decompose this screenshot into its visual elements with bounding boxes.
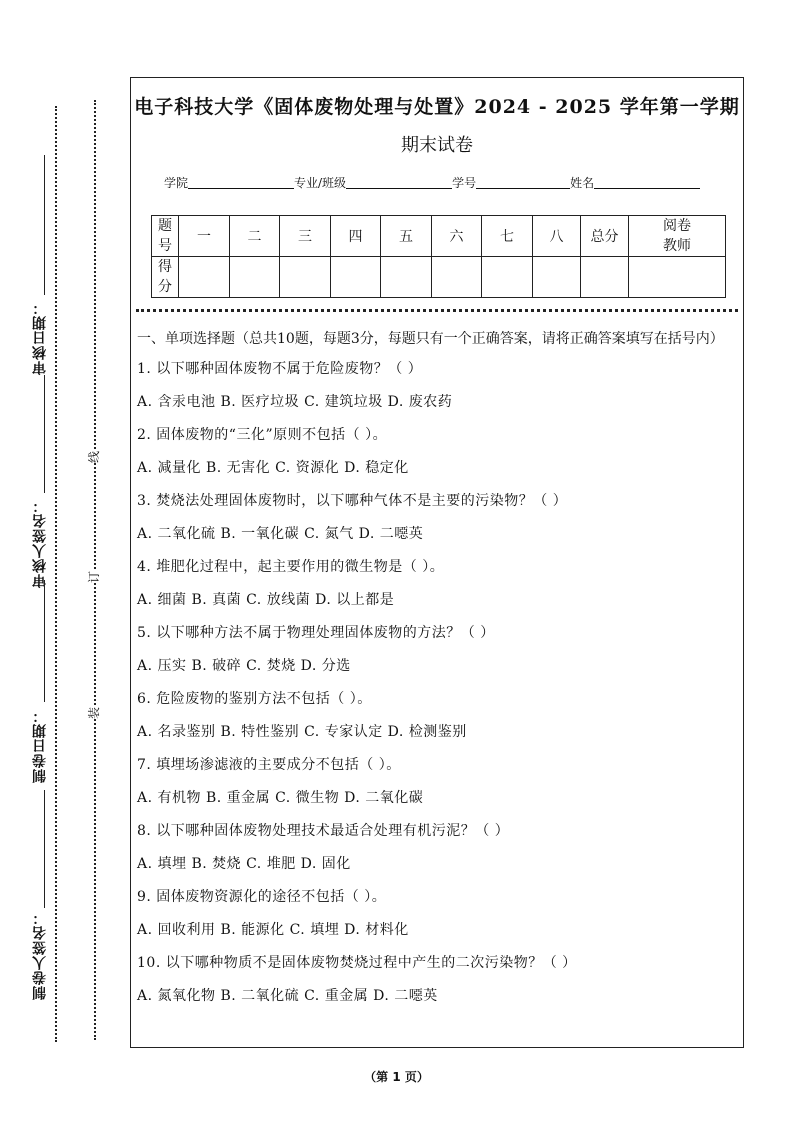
score-col-header: 二 [230, 216, 280, 257]
score-table [151, 215, 726, 298]
score-table-header-row [152, 216, 726, 257]
student-id-field[interactable] [476, 174, 570, 189]
question-6-options: A. 名录鉴别 B. 特性鉴别 C. 专家认定 D. 检测鉴别 [137, 724, 467, 740]
question-1-options: A. 含汞电池 B. 医疗垃圾 C. 建筑垃圾 D. 废农药 [137, 394, 453, 410]
question-1: 1. 以下哪种固体废物不属于危险废物？（ ） [137, 361, 423, 377]
maker-sign-line [44, 790, 45, 908]
page-number: （第 1 页） [364, 1070, 429, 1084]
question-3: 3. 焚烧法处理固体废物时，以下哪种气体不是主要的污染物？（ ） [137, 493, 568, 509]
make-date-line [44, 580, 45, 702]
score-col-header: 五 [381, 216, 432, 257]
student-id-label: 学号 [452, 176, 477, 190]
question-3-options: A. 二氧化硫 B. 一氧化碳 C. 氮气 D. 二噁英 [137, 526, 424, 542]
section-separator [136, 309, 738, 312]
question-9-options: A. 回收利用 B. 能源化 C. 填埋 D. 材料化 [137, 922, 409, 938]
question-number-label: 题号 [152, 216, 179, 257]
question-5-options: A. 压实 B. 破碎 C. 焚烧 D. 分选 [137, 658, 351, 674]
question-10: 10. 以下哪种物质不是固体废物焚烧过程中产生的二次污染物？（ ） [137, 955, 577, 971]
name-label: 姓名 [570, 176, 595, 190]
grader-cell[interactable] [629, 257, 726, 298]
exam-frame [130, 77, 744, 1048]
binding-dotted-line-outer [55, 106, 57, 1042]
score-cell-total[interactable] [581, 257, 629, 298]
question-4: 4. 堆肥化过程中，起主要作用的微生物是（ ）。 [137, 559, 445, 575]
college-label: 学院 [164, 176, 189, 190]
exam-subtitle: 期末试卷 [401, 135, 473, 156]
question-6: 6. 危险废物的鉴别方法不包括（ ）。 [137, 691, 372, 707]
score-cell[interactable] [482, 257, 533, 298]
maker-sign-label: 制卷人签名： [32, 910, 48, 1000]
major-field[interactable] [346, 174, 452, 189]
section-instruction: 一、单项选择题（总共10题，每题3分，每题只有一个正确答案，请将正确答案填写在括号内） [137, 331, 724, 347]
major-label: 专业/班级 [294, 176, 347, 190]
question-9: 9. 固体废物资源化的途径不包括（ ）。 [137, 889, 387, 905]
score-col-header: 六 [432, 216, 482, 257]
score-cell[interactable] [331, 257, 381, 298]
binding-char-line: 线 [87, 450, 102, 464]
question-8-options: A. 填埋 B. 焚烧 C. 堆肥 D. 固化 [137, 856, 351, 872]
score-col-header: 七 [482, 216, 533, 257]
score-cell[interactable] [230, 257, 280, 298]
binding-char-seal: 装 [87, 706, 102, 720]
binding-char-bind: 订 [87, 570, 102, 584]
student-info-row [164, 174, 700, 191]
question-8: 8. 以下哪种固体废物处理技术最适合处理有机污泥？（ ） [137, 823, 510, 839]
score-col-header: 三 [280, 216, 331, 257]
question-2: 2. 固体废物的“三化”原则不包括（ ）。 [137, 427, 388, 443]
score-col-header: 四 [331, 216, 381, 257]
exam-title: 电子科技大学《固体废物处理与处置》2024 - 2025 学年第一学期 [134, 96, 740, 118]
grader-header: 阅卷教师 [629, 216, 726, 257]
question-7: 7. 填埋场渗滤液的主要成分不包括（ ）。 [137, 757, 401, 773]
question-10-options: A. 氮氧化物 B. 二氧化硫 C. 重金属 D. 二噁英 [137, 988, 438, 1004]
reviewer-sign-line [44, 375, 45, 493]
score-col-header: 八 [533, 216, 581, 257]
question-7-options: A. 有机物 B. 重金属 C. 微生物 D. 二氧化碳 [137, 790, 424, 806]
review-date-label: 审核日期： [32, 300, 48, 375]
review-date-line [44, 155, 45, 295]
question-4-options: A. 细菌 B. 真菌 C. 放线菌 D. 以上都是 [137, 592, 395, 608]
reviewer-sign-label: 审核人签名： [32, 498, 48, 588]
score-col-header: 总分 [581, 216, 629, 257]
score-cell[interactable] [533, 257, 581, 298]
question-section [137, 328, 737, 1018]
score-col-header: 一 [179, 216, 230, 257]
score-cell[interactable] [432, 257, 482, 298]
college-field[interactable] [188, 174, 294, 189]
name-field[interactable] [594, 174, 700, 189]
question-2-options: A. 减量化 B. 无害化 C. 资源化 D. 稳定化 [137, 460, 409, 476]
score-cell[interactable] [179, 257, 230, 298]
score-cell[interactable] [280, 257, 331, 298]
question-5: 5. 以下哪种方法不属于物理处理固体废物的方法？（ ） [137, 625, 495, 641]
score-table-score-row [152, 257, 726, 298]
make-date-label: 制卷日期： [32, 708, 48, 783]
score-cell[interactable] [381, 257, 432, 298]
score-row-label: 得分 [152, 257, 179, 298]
